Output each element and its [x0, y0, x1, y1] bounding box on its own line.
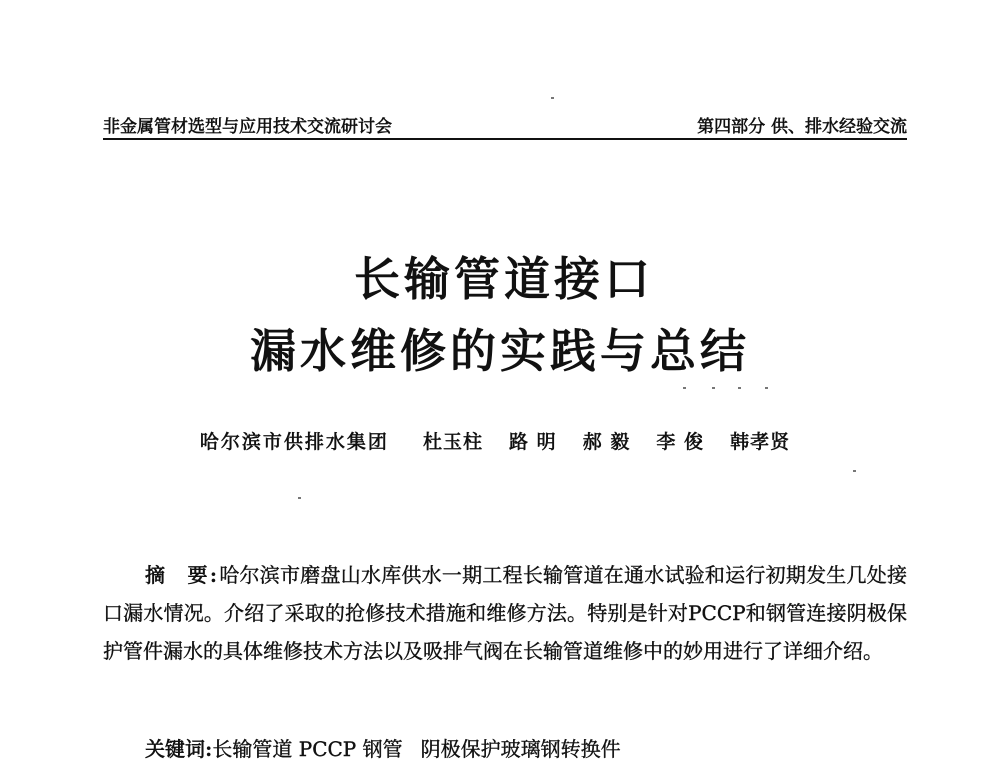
author-name: 路 明 — [509, 431, 557, 453]
author-line — [0, 427, 1000, 454]
abstract-label: 摘 要: — [145, 563, 220, 587]
author-affiliation: 哈尔滨市供排水集团 — [199, 431, 389, 453]
scan-speck — [712, 387, 715, 389]
author-name: 韩孝贤 — [730, 431, 791, 453]
keyword-item: 阴极保护玻璃钢转换件 — [420, 737, 621, 761]
keyword-item: 长输管道 PCCP 钢管 — [212, 737, 403, 761]
scan-speck — [683, 387, 686, 389]
scan-speck — [551, 97, 554, 99]
abstract-text: 哈尔滨市磨盘山水库供水一期工程长输管道在通水试验和运行初期发生几处接口漏水情况。介绍了采取的抢修技术措施和维修方法。特别是针对PCCP和钢管连接阴极保护管件漏水的具体维修技术方法以及吸排气阀在长输管道维修中的妙用进行了详细介绍。 — [103, 563, 908, 663]
paper-title-line-2: 漏水维修的实践与总结 — [250, 324, 750, 378]
paper-title-line-1: 长输管道接口 — [354, 252, 654, 306]
scan-speck — [765, 387, 768, 389]
author-name: 郝 毅 — [582, 431, 631, 453]
author-name: 杜玉柱 — [422, 431, 483, 453]
keywords-label: 关键词: — [145, 737, 213, 761]
scan-speck — [738, 387, 741, 389]
author-name: 李 俊 — [656, 431, 705, 453]
abstract-paragraph — [103, 556, 907, 670]
running-header — [103, 112, 907, 140]
keywords-line — [145, 733, 621, 762]
scan-speck — [298, 497, 301, 499]
header-section-name: 第四部分 供、排水经验交流 — [697, 117, 907, 137]
header-conference-name: 非金属管材选型与应用技术交流研讨会 — [103, 117, 392, 137]
scan-speck — [853, 470, 856, 472]
